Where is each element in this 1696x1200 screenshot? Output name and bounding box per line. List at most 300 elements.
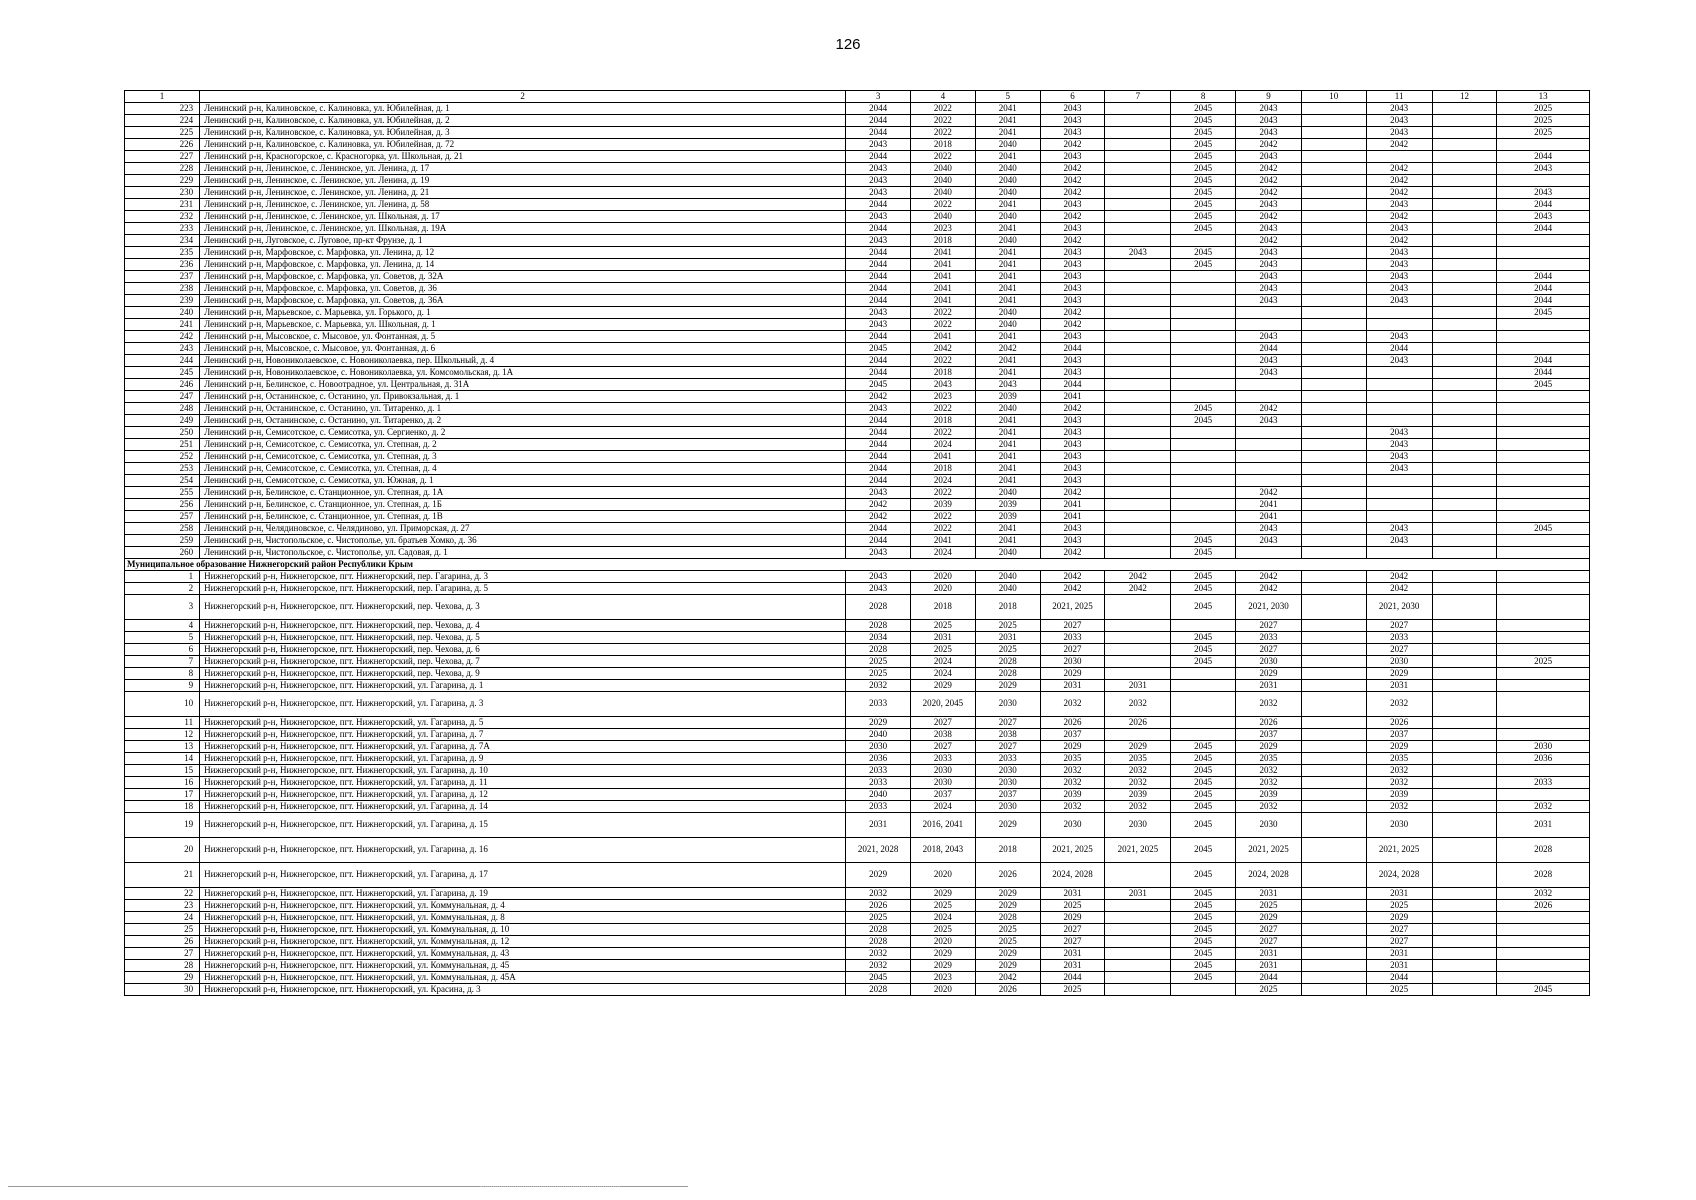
year-cell: 2029 bbox=[1366, 741, 1432, 753]
year-cell: 2043 bbox=[1040, 247, 1105, 259]
row-number: 245 bbox=[125, 367, 200, 379]
year-cell bbox=[1432, 139, 1497, 151]
year-cell bbox=[1171, 487, 1236, 499]
table-row bbox=[125, 391, 1590, 403]
year-cell bbox=[1497, 331, 1590, 343]
year-cell: 2043 bbox=[1040, 127, 1105, 139]
year-cell bbox=[1301, 595, 1366, 620]
address-cell: Ленинский р-н, Калиновское, с. Калиновка, ул. Юбилейная, д. 1 bbox=[200, 103, 846, 115]
year-cell bbox=[1301, 632, 1366, 644]
year-cell: 2042 bbox=[846, 391, 911, 403]
year-cell bbox=[1497, 789, 1590, 801]
year-cell: 2038 bbox=[975, 729, 1040, 741]
year-cell bbox=[1105, 924, 1171, 936]
year-cell: 2022 bbox=[910, 307, 975, 319]
year-cell bbox=[1236, 547, 1302, 559]
year-cell: 2045 bbox=[1497, 307, 1590, 319]
year-cell: 2028 bbox=[846, 620, 911, 632]
column-header: 1 bbox=[125, 91, 200, 103]
year-cell bbox=[1432, 319, 1497, 331]
year-cell bbox=[1497, 960, 1590, 972]
year-cell: 2044 bbox=[846, 259, 911, 271]
address-cell: Ленинский р-н, Марфовское, с. Марфовка, ул. Советов, д. 32А bbox=[200, 271, 846, 283]
year-cell bbox=[1301, 511, 1366, 523]
year-cell: 2032 bbox=[1040, 777, 1105, 789]
year-cell bbox=[1366, 379, 1432, 391]
year-cell: 2045 bbox=[1171, 948, 1236, 960]
year-cell: 2025 bbox=[1366, 984, 1432, 996]
address-cell: Нижнегорский р-н, Нижнегорское, пгт. Нижнегорский, ул. Гагарина, д. 15 bbox=[200, 813, 846, 838]
year-cell: 2043 bbox=[846, 547, 911, 559]
year-cell: 2043 bbox=[1040, 439, 1105, 451]
address-cell: Ленинский р-н, Чистопольское, с. Чистополье, ул. братьев Хомко, д. 36 bbox=[200, 535, 846, 547]
address-cell: Ленинский р-н, Ленинское, с. Ленинское, ул. Школьная, д. 17 bbox=[200, 211, 846, 223]
column-header: 5 bbox=[975, 91, 1040, 103]
table-row bbox=[125, 151, 1590, 163]
year-cell bbox=[1497, 139, 1590, 151]
address-cell: Ленинский р-н, Ленинское, с. Ленинское, ул. Ленина, д. 21 bbox=[200, 187, 846, 199]
table-row bbox=[125, 777, 1590, 789]
year-cell: 2021, 2025 bbox=[1366, 838, 1432, 863]
table-row bbox=[125, 163, 1590, 175]
year-cell: 2040 bbox=[910, 175, 975, 187]
address-cell: Ленинский р-н, Марьевское, с. Марьевка, ул. Школьная, д. 1 bbox=[200, 319, 846, 331]
year-cell: 2044 bbox=[1236, 972, 1302, 984]
year-cell bbox=[1105, 271, 1171, 283]
year-cell bbox=[1301, 680, 1366, 692]
row-number: 240 bbox=[125, 307, 200, 319]
year-cell: 2042 bbox=[1236, 571, 1302, 583]
row-number: 255 bbox=[125, 487, 200, 499]
year-cell: 2018, 2043 bbox=[910, 838, 975, 863]
year-cell bbox=[1497, 632, 1590, 644]
year-cell: 2037 bbox=[1236, 729, 1302, 741]
year-cell: 2021, 2025 bbox=[1105, 838, 1171, 863]
year-cell bbox=[1105, 439, 1171, 451]
year-cell: 2028 bbox=[975, 656, 1040, 668]
table-row bbox=[125, 139, 1590, 151]
year-cell: 2025 bbox=[1497, 115, 1590, 127]
table-row bbox=[125, 912, 1590, 924]
year-cell: 2043 bbox=[1366, 127, 1432, 139]
year-cell bbox=[1105, 863, 1171, 888]
year-cell bbox=[1432, 777, 1497, 789]
row-number: 237 bbox=[125, 271, 200, 283]
year-cell bbox=[1301, 415, 1366, 427]
year-cell bbox=[1105, 463, 1171, 475]
row-number: 21 bbox=[125, 863, 200, 888]
year-cell bbox=[1105, 912, 1171, 924]
year-cell: 2043 bbox=[1040, 475, 1105, 487]
year-cell: 2024, 2028 bbox=[1040, 863, 1105, 888]
year-cell: 2036 bbox=[1497, 753, 1590, 765]
year-cell: 2032 bbox=[846, 960, 911, 972]
year-cell: 2043 bbox=[1236, 355, 1302, 367]
year-cell bbox=[1301, 668, 1366, 680]
year-cell: 2045 bbox=[1171, 753, 1236, 765]
year-cell bbox=[1366, 307, 1432, 319]
table-row bbox=[125, 668, 1590, 680]
year-cell bbox=[1105, 475, 1171, 487]
year-cell: 2041 bbox=[975, 367, 1040, 379]
year-cell: 2042 bbox=[1236, 235, 1302, 247]
year-cell bbox=[1432, 283, 1497, 295]
row-number: 236 bbox=[125, 259, 200, 271]
table-row bbox=[125, 103, 1590, 115]
year-cell: 2041 bbox=[1040, 391, 1105, 403]
year-cell bbox=[1432, 403, 1497, 415]
year-cell bbox=[1301, 692, 1366, 717]
year-cell bbox=[1432, 415, 1497, 427]
year-cell bbox=[1236, 475, 1302, 487]
year-cell: 2024 bbox=[910, 547, 975, 559]
year-cell bbox=[1171, 283, 1236, 295]
year-cell: 2041 bbox=[1236, 499, 1302, 511]
year-cell: 2043 bbox=[1366, 199, 1432, 211]
year-cell: 2043 bbox=[1040, 331, 1105, 343]
address-cell: Нижнегорский р-н, Нижнегорское, пгт. Нижнегорский, ул. Гагарина, д. 7А bbox=[200, 741, 846, 753]
year-cell bbox=[1432, 187, 1497, 199]
table-row bbox=[125, 789, 1590, 801]
year-cell bbox=[1497, 343, 1590, 355]
year-cell: 2025 bbox=[910, 924, 975, 936]
year-cell: 2043 bbox=[1105, 247, 1171, 259]
year-cell: 2044 bbox=[1040, 379, 1105, 391]
year-cell bbox=[1432, 888, 1497, 900]
year-cell bbox=[1105, 620, 1171, 632]
year-cell: 2045 bbox=[1171, 789, 1236, 801]
year-cell bbox=[1301, 813, 1366, 838]
address-cell: Ленинский р-н, Белинское, с. Станционное, ул. Степная, д. 1Б bbox=[200, 499, 846, 511]
address-cell: Нижнегорский р-н, Нижнегорское, пгт. Нижнегорский, ул. Гагарина, д. 16 bbox=[200, 838, 846, 863]
year-cell: 2022 bbox=[910, 523, 975, 535]
year-cell: 2016, 2041 bbox=[910, 813, 975, 838]
year-cell: 2042 bbox=[846, 499, 911, 511]
row-number: 5 bbox=[125, 632, 200, 644]
year-cell: 2043 bbox=[1040, 415, 1105, 427]
year-cell bbox=[1301, 888, 1366, 900]
year-cell bbox=[1497, 936, 1590, 948]
year-cell: 2045 bbox=[1497, 523, 1590, 535]
year-cell: 2035 bbox=[1105, 753, 1171, 765]
year-cell bbox=[1301, 583, 1366, 595]
year-cell: 2033 bbox=[1497, 777, 1590, 789]
year-cell: 2040 bbox=[910, 187, 975, 199]
year-cell bbox=[1171, 427, 1236, 439]
year-cell: 2045 bbox=[1171, 403, 1236, 415]
year-cell bbox=[1236, 379, 1302, 391]
year-cell: 2030 bbox=[1105, 813, 1171, 838]
year-cell bbox=[1366, 319, 1432, 331]
year-cell: 2041 bbox=[975, 247, 1040, 259]
year-cell: 2042 bbox=[1040, 487, 1105, 499]
year-cell bbox=[1301, 717, 1366, 729]
year-cell: 2030 bbox=[1497, 741, 1590, 753]
year-cell bbox=[1432, 801, 1497, 813]
year-cell: 2042 bbox=[1105, 571, 1171, 583]
year-cell: 2029 bbox=[910, 680, 975, 692]
column-header: 13 bbox=[1497, 91, 1590, 103]
year-cell: 2043 bbox=[1040, 103, 1105, 115]
year-cell: 2037 bbox=[910, 789, 975, 801]
year-cell: 2031 bbox=[1366, 680, 1432, 692]
row-number: 242 bbox=[125, 331, 200, 343]
year-cell: 2022 bbox=[910, 355, 975, 367]
year-cell bbox=[1366, 367, 1432, 379]
year-cell: 2025 bbox=[910, 900, 975, 912]
year-cell: 2040 bbox=[975, 235, 1040, 247]
year-cell: 2022 bbox=[910, 115, 975, 127]
year-cell bbox=[1497, 924, 1590, 936]
year-cell bbox=[1432, 523, 1497, 535]
year-cell bbox=[1301, 729, 1366, 741]
year-cell: 2043 bbox=[846, 403, 911, 415]
year-cell bbox=[1432, 960, 1497, 972]
year-cell: 2021, 2030 bbox=[1236, 595, 1302, 620]
year-cell bbox=[1171, 523, 1236, 535]
year-cell: 2045 bbox=[1171, 163, 1236, 175]
year-cell: 2044 bbox=[1497, 367, 1590, 379]
year-cell: 2043 bbox=[1236, 115, 1302, 127]
year-cell bbox=[1301, 777, 1366, 789]
year-cell: 2043 bbox=[1040, 259, 1105, 271]
year-cell bbox=[1105, 415, 1171, 427]
address-cell: Нижнегорский р-н, Нижнегорское, пгт. Нижнегорский, ул. Коммунальная, д. 43 bbox=[200, 948, 846, 960]
year-cell: 2025 bbox=[1497, 103, 1590, 115]
year-cell: 2045 bbox=[1171, 656, 1236, 668]
year-cell: 2030 bbox=[1366, 656, 1432, 668]
year-cell bbox=[1301, 984, 1366, 996]
year-cell bbox=[1497, 427, 1590, 439]
year-cell: 2043 bbox=[1366, 331, 1432, 343]
year-cell bbox=[1497, 571, 1590, 583]
table-row bbox=[125, 620, 1590, 632]
year-cell: 2039 bbox=[975, 511, 1040, 523]
year-cell bbox=[1497, 668, 1590, 680]
year-cell: 2043 bbox=[1366, 271, 1432, 283]
year-cell: 2042 bbox=[1040, 175, 1105, 187]
year-cell bbox=[1301, 936, 1366, 948]
year-cell bbox=[1105, 103, 1171, 115]
year-cell: 2031 bbox=[1040, 960, 1105, 972]
year-cell: 2043 bbox=[1366, 295, 1432, 307]
year-cell: 2045 bbox=[1171, 912, 1236, 924]
year-cell bbox=[1301, 656, 1366, 668]
year-cell bbox=[1105, 343, 1171, 355]
year-cell: 2025 bbox=[1236, 900, 1302, 912]
address-cell: Ленинский р-н, Семисотское, с. Семисотка, ул. Южная, д. 1 bbox=[200, 475, 846, 487]
year-cell: 2039 bbox=[975, 391, 1040, 403]
year-cell: 2043 bbox=[1366, 283, 1432, 295]
year-cell: 2020, 2045 bbox=[910, 692, 975, 717]
row-number: 9 bbox=[125, 680, 200, 692]
year-cell bbox=[1301, 620, 1366, 632]
table-row bbox=[125, 838, 1590, 863]
year-cell bbox=[1105, 644, 1171, 656]
row-number: 8 bbox=[125, 668, 200, 680]
row-number: 7 bbox=[125, 656, 200, 668]
year-cell bbox=[1301, 439, 1366, 451]
year-cell bbox=[1301, 391, 1366, 403]
table-row bbox=[125, 175, 1590, 187]
year-cell: 2043 bbox=[1040, 355, 1105, 367]
row-number: 252 bbox=[125, 451, 200, 463]
row-number: 254 bbox=[125, 475, 200, 487]
year-cell: 2042 bbox=[1236, 211, 1302, 223]
table-row bbox=[125, 717, 1590, 729]
column-header: 7 bbox=[1105, 91, 1171, 103]
year-cell: 2032 bbox=[1105, 765, 1171, 777]
row-number: 256 bbox=[125, 499, 200, 511]
year-cell: 2041 bbox=[975, 439, 1040, 451]
year-cell: 2022 bbox=[910, 199, 975, 211]
year-cell bbox=[1105, 972, 1171, 984]
year-cell bbox=[1105, 211, 1171, 223]
year-cell bbox=[1171, 668, 1236, 680]
year-cell bbox=[1236, 319, 1302, 331]
year-cell: 2043 bbox=[1236, 283, 1302, 295]
year-cell bbox=[1171, 692, 1236, 717]
year-cell bbox=[1432, 175, 1497, 187]
year-cell bbox=[1497, 235, 1590, 247]
row-number: 18 bbox=[125, 801, 200, 813]
year-cell bbox=[1171, 391, 1236, 403]
address-cell: Нижнегорский р-н, Нижнегорское, пгт. Нижнегорский, пер. Чехова, д. 5 bbox=[200, 632, 846, 644]
year-cell: 2043 bbox=[910, 379, 975, 391]
year-cell bbox=[1497, 439, 1590, 451]
year-cell bbox=[1432, 972, 1497, 984]
year-cell bbox=[1432, 259, 1497, 271]
year-cell bbox=[1366, 499, 1432, 511]
year-cell: 2042 bbox=[1366, 235, 1432, 247]
address-cell: Ленинский р-н, Белинское, с. Новоотрадное, ул. Центральная, д. 31А bbox=[200, 379, 846, 391]
year-cell: 2024 bbox=[910, 912, 975, 924]
year-cell bbox=[1497, 595, 1590, 620]
year-cell bbox=[1301, 499, 1366, 511]
year-cell: 2044 bbox=[1497, 223, 1590, 235]
address-cell: Ленинский р-н, Семисотское, с. Семисотка, ул. Степная, д. 3 bbox=[200, 451, 846, 463]
year-cell bbox=[1432, 583, 1497, 595]
year-cell bbox=[1366, 403, 1432, 415]
year-cell bbox=[1432, 680, 1497, 692]
year-cell bbox=[1497, 644, 1590, 656]
year-cell: 2042 bbox=[1040, 235, 1105, 247]
year-cell bbox=[1432, 765, 1497, 777]
row-number: 257 bbox=[125, 511, 200, 523]
year-cell: 2044 bbox=[1366, 972, 1432, 984]
table-row bbox=[125, 765, 1590, 777]
year-cell bbox=[1366, 511, 1432, 523]
year-cell bbox=[1432, 307, 1497, 319]
year-cell bbox=[1105, 175, 1171, 187]
table-row bbox=[125, 801, 1590, 813]
year-cell: 2020 bbox=[910, 863, 975, 888]
year-cell bbox=[1105, 379, 1171, 391]
year-cell: 2042 bbox=[1236, 487, 1302, 499]
address-cell: Ленинский р-н, Марьевское, с. Марьевка, ул. Горького, д. 1 bbox=[200, 307, 846, 319]
row-number: 238 bbox=[125, 283, 200, 295]
year-cell: 2043 bbox=[1236, 331, 1302, 343]
year-cell bbox=[1301, 139, 1366, 151]
year-cell bbox=[1497, 948, 1590, 960]
year-cell bbox=[1301, 343, 1366, 355]
year-cell bbox=[1171, 271, 1236, 283]
table-row bbox=[125, 924, 1590, 936]
address-cell: Нижнегорский р-н, Нижнегорское, пгт. Нижнегорский, ул. Коммунальная, д. 45 bbox=[200, 960, 846, 972]
year-cell: 2042 bbox=[1366, 187, 1432, 199]
row-number: 244 bbox=[125, 355, 200, 367]
year-cell: 2044 bbox=[846, 475, 911, 487]
year-cell bbox=[1105, 403, 1171, 415]
table-row bbox=[125, 187, 1590, 199]
year-cell: 2041 bbox=[975, 355, 1040, 367]
year-cell bbox=[1432, 936, 1497, 948]
address-cell: Нижнегорский р-н, Нижнегорское, пгт. Нижнегорский, ул. Гагарина, д. 12 bbox=[200, 789, 846, 801]
row-number: 225 bbox=[125, 127, 200, 139]
table-row bbox=[125, 247, 1590, 259]
year-cell bbox=[1432, 151, 1497, 163]
table-row bbox=[125, 729, 1590, 741]
year-cell bbox=[1497, 680, 1590, 692]
section-title: Муниципальное образование Нижнегорский район Республики Крым bbox=[125, 559, 1590, 571]
year-cell: 2043 bbox=[1236, 151, 1302, 163]
year-cell: 2043 bbox=[846, 571, 911, 583]
year-cell: 2031 bbox=[1236, 960, 1302, 972]
row-number: 25 bbox=[125, 924, 200, 936]
table-row bbox=[125, 960, 1590, 972]
year-cell: 2028 bbox=[975, 912, 1040, 924]
address-cell: Ленинский р-н, Ленинское, с. Ленинское, ул. Ленина, д. 58 bbox=[200, 199, 846, 211]
address-cell: Ленинский р-н, Семисотское, с. Семисотка, ул. Степная, д. 4 bbox=[200, 463, 846, 475]
year-cell: 2027 bbox=[1236, 644, 1302, 656]
year-cell bbox=[1301, 753, 1366, 765]
year-cell: 2029 bbox=[975, 900, 1040, 912]
year-cell bbox=[1105, 487, 1171, 499]
year-cell bbox=[1171, 331, 1236, 343]
year-cell bbox=[1105, 668, 1171, 680]
year-cell: 2027 bbox=[975, 717, 1040, 729]
row-number: 248 bbox=[125, 403, 200, 415]
column-header: 12 bbox=[1432, 91, 1497, 103]
capital-repair-schedule-table bbox=[124, 90, 1590, 996]
address-cell: Ленинский р-н, Останинское, с. Останино, ул. Привокзальная, д. 1 bbox=[200, 391, 846, 403]
year-cell: 2033 bbox=[846, 801, 911, 813]
year-cell: 2044 bbox=[846, 451, 911, 463]
year-cell: 2044 bbox=[1366, 343, 1432, 355]
year-cell bbox=[1432, 789, 1497, 801]
year-cell: 2025 bbox=[1366, 900, 1432, 912]
year-cell bbox=[1171, 439, 1236, 451]
page-number: 126 bbox=[835, 36, 861, 53]
year-cell: 2018 bbox=[910, 367, 975, 379]
year-cell: 2027 bbox=[1236, 936, 1302, 948]
year-cell: 2032 bbox=[1366, 692, 1432, 717]
year-cell: 2037 bbox=[1366, 729, 1432, 741]
year-cell: 2044 bbox=[846, 115, 911, 127]
year-cell bbox=[1105, 523, 1171, 535]
footer-dotted-rule bbox=[480, 1186, 620, 1187]
year-cell: 2029 bbox=[1236, 741, 1302, 753]
column-header: 3 bbox=[846, 91, 911, 103]
year-cell: 2041 bbox=[975, 331, 1040, 343]
year-cell: 2042 bbox=[1040, 139, 1105, 151]
year-cell: 2041 bbox=[975, 451, 1040, 463]
year-cell: 2044 bbox=[846, 247, 911, 259]
year-cell: 2031 bbox=[846, 813, 911, 838]
year-cell: 2025 bbox=[910, 620, 975, 632]
table-row bbox=[125, 948, 1590, 960]
year-cell: 2041 bbox=[975, 475, 1040, 487]
